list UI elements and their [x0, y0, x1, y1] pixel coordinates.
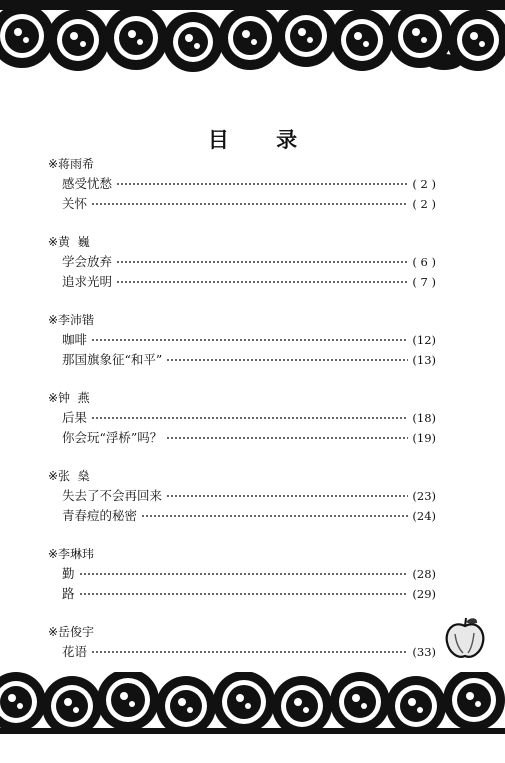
toc-entry[interactable]: [48, 252, 436, 272]
page-number: ( 6 ): [412, 255, 436, 269]
entry-title: 花语: [62, 644, 88, 659]
dot-leader: [91, 203, 408, 205]
page-number: ( 2 ): [412, 197, 436, 211]
page-number: (13): [412, 353, 436, 367]
toc-section: [48, 310, 436, 370]
page-number: (19): [412, 431, 436, 445]
author-name: ※岳俊宇: [48, 625, 95, 639]
page-number: (12): [412, 333, 436, 347]
dot-leader: [116, 261, 408, 263]
toc-entry[interactable]: [48, 428, 436, 448]
dot-leader: [166, 437, 408, 439]
toc-section: [48, 388, 436, 448]
entry-title: 关怀: [62, 196, 88, 211]
toc-entry[interactable]: [48, 330, 436, 350]
entry-title: 路: [62, 586, 75, 601]
entry-title: 你会玩“浮桥”吗？: [62, 430, 163, 445]
toc-section: [48, 466, 436, 526]
entry-title: 感受忧愁: [62, 176, 113, 191]
entry-title: 青春痘的秘密: [62, 508, 138, 523]
dot-leader: [116, 281, 408, 283]
toc-entry[interactable]: [48, 584, 436, 604]
author-name: ※蒋雨希: [48, 157, 95, 171]
dot-leader: [79, 593, 409, 595]
toc-entry[interactable]: [48, 350, 436, 370]
author-name: ※李琳玮: [48, 547, 95, 561]
dot-leader: [166, 495, 408, 497]
dot-leader: [166, 359, 408, 361]
page-number: (33): [412, 645, 436, 659]
page-number: (28): [412, 567, 436, 581]
toc-entry[interactable]: [48, 272, 436, 292]
page-number: ( 2 ): [412, 177, 436, 191]
author-name: ※李沛锴: [48, 313, 95, 327]
table-of-contents: [48, 154, 436, 680]
toc-section: [48, 544, 436, 604]
entry-title: 咖啡: [62, 332, 88, 347]
dot-leader: [91, 651, 408, 653]
toc-entry[interactable]: [48, 506, 436, 526]
entry-title: 追求光明: [62, 274, 113, 289]
page-number: ( 7 ): [412, 275, 436, 289]
author-name: ※张 燊: [48, 469, 90, 483]
toc-section: [48, 622, 436, 662]
toc-section: [48, 154, 436, 214]
toc-entry[interactable]: [48, 642, 436, 662]
dot-leader: [91, 339, 408, 341]
entry-title: 学会放弃: [62, 254, 113, 269]
page-number: (18): [412, 411, 436, 425]
page-title: 目 录: [207, 128, 318, 152]
toc-entry[interactable]: [48, 564, 436, 584]
page-number: (23): [412, 489, 436, 503]
entry-title: 勤: [62, 566, 75, 581]
dot-leader: [141, 515, 408, 517]
entry-title: 后果: [62, 410, 88, 425]
dot-leader: [79, 573, 409, 575]
page-number: (24): [412, 509, 436, 523]
entry-title: 失去了不会再回来: [62, 488, 163, 503]
toc-entry[interactable]: [48, 194, 436, 214]
toc-entry[interactable]: [48, 408, 436, 428]
author-name: ※钟 燕: [48, 391, 90, 405]
toc-entry[interactable]: [48, 174, 436, 194]
dot-leader: [116, 183, 408, 185]
apple-icon: [444, 616, 486, 664]
toc-entry[interactable]: [48, 486, 436, 506]
toc-section: [48, 232, 436, 292]
entry-title: 那国旗象征“和平”: [62, 352, 163, 367]
author-name: ※黄 巍: [48, 235, 90, 249]
page-number: (29): [412, 587, 436, 601]
dot-leader: [91, 417, 408, 419]
bottom-decorative-border: [0, 672, 505, 734]
top-decorative-border: [0, 0, 505, 78]
